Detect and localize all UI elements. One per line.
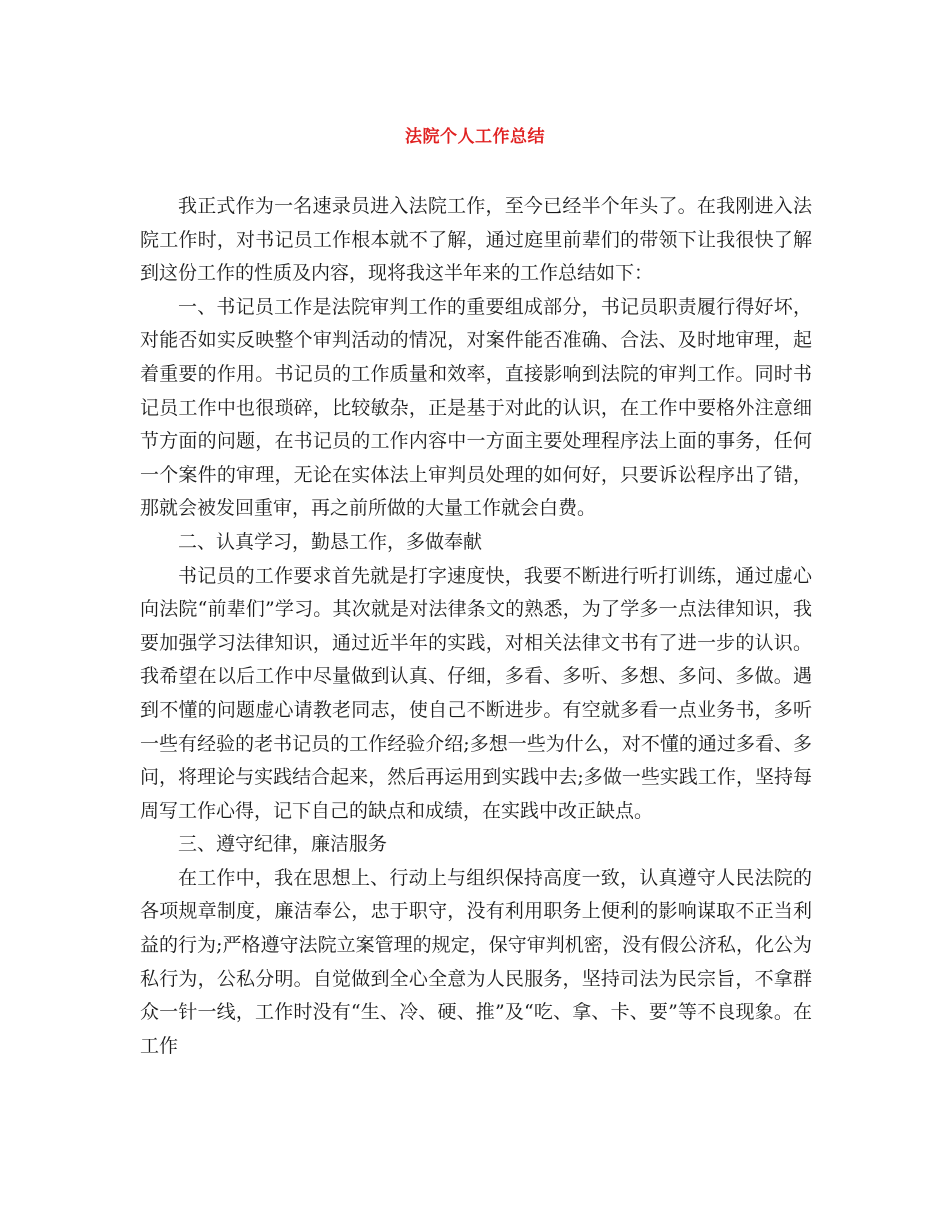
document-body xyxy=(140,190,812,1063)
paragraph-intro: 我正式作为一名速录员进入法院工作，至今已经半个年头了。在我刚进入法院工作时，对书记员工作根本就不了解，通过庭里前辈们的带领下让我很快了解到这份工作的性质及内容，现将我这半年来的工作总结如下： xyxy=(140,195,812,285)
paragraph-section-two: 书记员的工作要求首先就是打字速度快，我要不断进行听打训练，通过虚心向法院“前辈们”学习。其次就是对法律条文的熟悉，为了学多一点法律知识，我要加强学习法律知识，通过近半年的实践，对相关法律文书有了进一步的认识。我希望在以后工作中尽量做到认真、仔细，多看、多听、多想、多问、多做。遇到不懂的问题虚心请教老同志，使自己不断进步。有空就多看一点业务书，多听一些有经验的老书记员的工作经验介绍;多想一些为什么，对不懂的通过多看、多问，将理论与实践结合起来，然后再运用到实践中去;多做一些实践工作，坚持每周写工作心得，记下自己的缺点和成绩，在实践中改正缺点。 xyxy=(140,564,812,822)
paragraph-section-one: 一、书记员工作是法院审判工作的重要组成部分，书记员职责履行得好坏，对能否如实反映整个审判活动的情况，对案件能否准确、合法、及时地审理，起着重要的作用。书记员的工作质量和效率，直接影响到法院的审判工作。同时书记员工作中也很琐碎，比较敏杂，正是基于对此的认识，在工作中要格外注意细节方面的问题，在书记员的工作内容中一方面主要处理程序法上面的事务，任何一个案件的审理，无论在实体法上审判员处理的如何好，只要诉讼程序出了错，那就会被发回重审，再之前所做的大量工作就会白费。 xyxy=(140,295,812,520)
document-title: 法院个人工作总结 xyxy=(405,127,545,147)
heading-section-three: 三、遵守纪律，廉洁服务 xyxy=(178,833,388,856)
paragraph-section-three: 在工作中，我在思想上、行动上与组织保持高度一致，认真遵守人民法院的各项规章制度，廉洁奉公，忠于职守，没有利用职务上便利的影响谋取不正当利益的行为;严格遵守法院立案管理的规定，保守审判机密，没有假公济私，化公为私行为，公私分明。自觉做到全心全意为人民服务，坚持司法为民宗旨，不拿群众一针一线，工作时没有“生、冷、硬、推”及“吃、拿、卡、要”等不良现象。在工作 xyxy=(140,866,812,1057)
heading-section-two: 二、认真学习，勤恳工作，多做奉献 xyxy=(178,530,483,553)
